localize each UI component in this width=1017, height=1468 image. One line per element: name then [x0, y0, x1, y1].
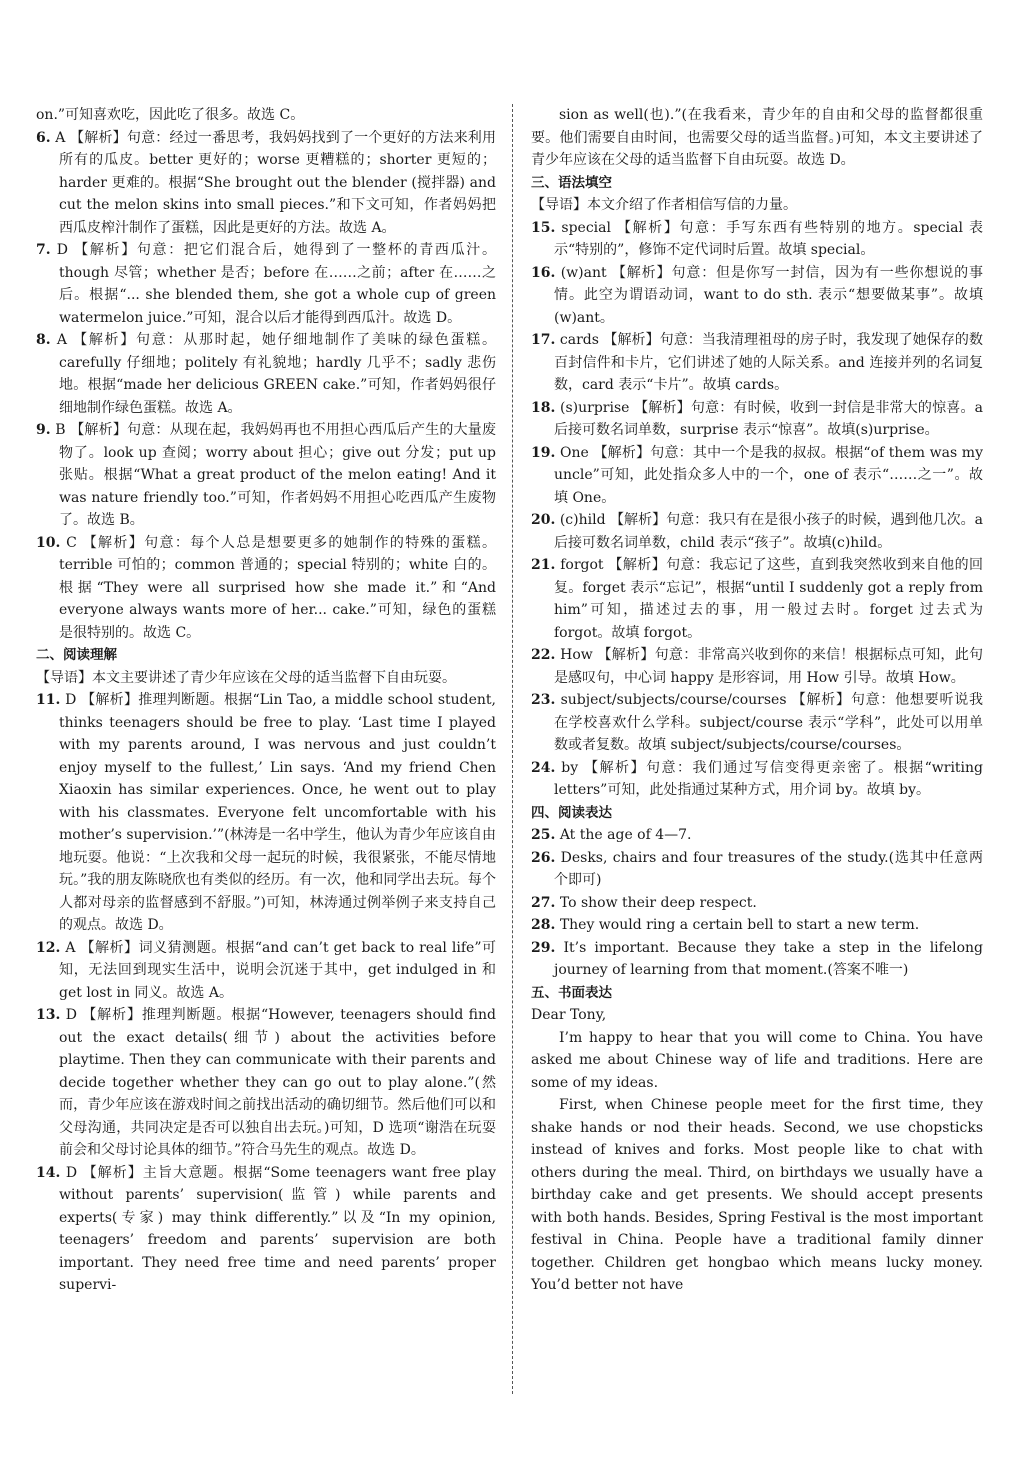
item-number: 8. — [36, 332, 51, 348]
item-number: 6. — [36, 129, 51, 146]
answer-item — [531, 217, 983, 262]
answer-item — [531, 689, 983, 757]
item-text: D 【解析】推理判断题。根据“Lin Tao, a middle school student, thinks teenagers should be free to play. ‘Last time I played with my parents around, I was nervous and just couldn’t enjoy myself to the fullest,’ Lin says. ‘And my friend Chen Xiaoxin has similar experiences. Once, he went out to play with his classmates. Everyone felt uncomfortable with his mother’s supervision.’”(林涛是一名中学生，他认为青少年应该自由地玩耍。他说：“上次我和父母一起玩的时候，我很紧张，不能尽情地玩。”我的朋友陈晓欣也有类似的经历。有一次，他和同学出去玩。每个人都对母亲的监督感到不舒服。”)可知，林涛通过例举例子来支持自己的观点。故选 D。 — [59, 692, 496, 933]
answer-item — [531, 892, 983, 915]
item-text: by 【解析】句意：我们通过写信变得更亲密了。根据“writing letters”可知，此处指通过某种方式，用介词 by。故填 by。 — [554, 759, 984, 798]
item-text: One 【解析】句意：其中一个是我的叔叔。根据“of them was my uncle”可知，此处指众多人中的一个，one of 表示“……之一”。故填 One。 — [554, 444, 983, 506]
paragraph: Dear Tony, — [531, 1007, 607, 1023]
item-number: 27. — [531, 894, 556, 911]
item-number: 16. — [531, 264, 556, 281]
item-text: subject/subjects/course/courses 【解析】句意：他想要听说我在学校喜欢什么学科。subject/course 表示“学科”，此处可以用单数或者复数。故填 subject/subjects/course/courses。 — [554, 692, 983, 753]
answer-item — [531, 442, 983, 510]
item-number: 25. — [531, 827, 556, 843]
item-text: It’s important. Because they take a step in the lifelong journey of learning from that moment.(答案不唯一) — [554, 939, 984, 978]
answer-item — [36, 419, 496, 532]
answer-item — [36, 127, 496, 240]
paragraph: sion as well(也).”(在我看来，青少年的自由和父母的监督都很重要。他们需要自由时间，也需要父母的适当监督。)可知，本文主要讲述了青少年应该在父母的适当监督下自由玩耍。故选 D。 — [531, 107, 983, 168]
item-number: 7. — [36, 242, 51, 258]
answer-item — [531, 914, 983, 937]
answer-item — [36, 329, 496, 419]
answer-item — [531, 644, 983, 689]
answer-item — [36, 937, 496, 1005]
answer-item — [531, 847, 983, 892]
item-text: (c)hild 【解析】句意：我只有在是很小孩子的时候，遇到他几次。a 后接可数名词单数，child 表示“孩子”。故填(c)hild。 — [554, 512, 984, 551]
item-text: To show their deep respect. — [559, 894, 757, 911]
answer-item — [531, 937, 983, 982]
item-number: 19. — [531, 444, 556, 461]
answer-item — [531, 757, 983, 802]
item-number: 15. — [531, 219, 556, 236]
answer-item — [531, 397, 983, 442]
item-text: D 【解析】句意：把它们混合后，她得到了一整杯的青西瓜汁。though 尽管；whether 是否；before 在……之前；after 在……之后。根据“... she blended them, she got a whole cup of green watermelon juice.”可知，混合以后才能得到西瓜汁。故选 D。 — [56, 242, 496, 326]
item-text: B 【解析】句意：从现在起，我妈妈再也不用担心西瓜后产生的大量废物了。look up 查阅；worry about 担心；give out 分发；put up 张贴。根据“What a great product of the melon eating! And it was nature friendly too.”可知，作者妈妈不用担心吃西瓜产生废物了。故选 B。 — [55, 422, 496, 528]
item-text: (s)urprise 【解析】句意：有时候，收到一封信是非常大的惊喜。a 后接可数名词单数，surprise 表示“惊喜”。故填(s)urprise。 — [554, 399, 984, 438]
item-number: 10. — [36, 534, 61, 551]
answer-item — [36, 1004, 496, 1162]
paragraph: 【导语】本文主要讲述了青少年应该在父母的适当监督下自由玩耍。 — [36, 669, 456, 686]
item-number: 29. — [531, 939, 556, 956]
paragraph: on.”可知喜欢吃，因此吃了很多。故选 C。 — [36, 107, 305, 123]
item-number: 28. — [531, 917, 556, 933]
item-number: 18. — [531, 399, 556, 416]
item-number: 20. — [531, 512, 556, 528]
item-text: A 【解析】句意：经过一番思考，我妈妈找到了一个更好的方法来利用所有的瓜皮。better 更好的；worse 更糟糕的；shorter 更短的；harder 更难的。根据“She brought out the blender (搅拌器) and cut the melon skins into small pieces.”和下文可知，作者妈妈把西瓜皮榨汁制作了蛋糕，因此是更好的方法。故选 A。 — [55, 129, 496, 236]
column-divider — [512, 104, 513, 1394]
answer-item — [531, 824, 983, 847]
item-text: A 【解析】词义猜测题。根据“and can’t get back to real life”可知，无法回到现实生活中，说明会沉迷于其中，get indulged in 和 get lost in 同义。故选 A。 — [59, 939, 497, 1001]
item-number: 26. — [531, 849, 556, 866]
item-number: 14. — [36, 1164, 61, 1181]
item-text: D 【解析】推理判断题。根据“However, teenagers should find out the exact details(细节) about the activities before playtime. Then they can communicate with their parents and decide together whether they can go out to play alone.”(然而，青少年应该在游戏时间之前找出活动的确切细节。然后他们可以和父母沟通，共同决定是否可以独自出去玩。)可知，D 选项“谢浩在玩耍前会和父母讨论具体的细节。”符合马先生的观点。故选 D。 — [59, 1007, 497, 1158]
section-heading: 三、语法填空 — [531, 174, 612, 191]
answer-item — [531, 262, 983, 330]
item-number: 24. — [531, 759, 556, 776]
answer-item — [531, 554, 983, 644]
item-text: They would ring a certain bell to start a new term. — [559, 917, 920, 933]
item-number: 13. — [36, 1007, 61, 1023]
answer-item — [36, 532, 496, 645]
answer-item — [531, 509, 983, 554]
item-text: A 【解析】句意：从那时起，她仔细地制作了美味的绿色蛋糕。carefully 仔细地；politely 有礼貌地；hardly 几乎不；sadly 悲伤地。根据“made her delicious GREEN cake.”可知，作者妈妈很仔细地制作绿色蛋糕。故选 A。 — [56, 332, 497, 416]
answer-item — [36, 689, 496, 937]
section-heading: 四、阅读表达 — [531, 804, 612, 821]
answer-item — [531, 329, 983, 397]
item-text: Desks, chairs and four treasures of the study.(选其中任意两个即可) — [554, 849, 983, 888]
right-column — [531, 104, 983, 1297]
section-heading: 五、书面表达 — [531, 984, 612, 1001]
item-text: How 【解析】句意：非常高兴收到你的来信！根据标点可知，此句是感叹句，中心词 happy 是形容词，用 How 引导。故填 How。 — [554, 647, 983, 686]
item-text: forgot 【解析】句意：我忘记了这些，直到我突然收到来自他的回复。forget 表示“忘记”，根据“until I suddenly got a reply from him”可知，描述过去的事，用一般过去时。forget 过去式为 forgot。故填 forgot。 — [554, 557, 983, 641]
paragraph: I’m happy to hear that you will come to China. You have asked me about Chinese way of life and traditions. Here are some of my ideas. — [531, 1029, 983, 1091]
item-number: 9. — [36, 422, 51, 438]
item-text: D 【解析】主旨大意题。根据“Some teenagers want free play without parents’ supervision(监管) while parents and experts(专家) may think differently.”以及“In my opinion, teenagers’ freedom and parents’ supervision are both important. They need free time and need parents’ proper supervi- — [59, 1164, 496, 1293]
answer-item — [36, 239, 496, 329]
paragraph: 【导语】本文介绍了作者相信写信的力量。 — [531, 197, 797, 213]
item-text: At the age of 4—7. — [559, 827, 692, 843]
item-text: cards 【解析】句意：当我清理祖母的房子时，我发现了她保存的数百封信件和卡片，它们讲述了她的人际关系。and 连接并列的名词复数，card 表示“卡片”。故填 cards。 — [554, 332, 983, 393]
item-text: special 【解析】句意：手写东西有些特别的地方。special 表示“特别的”，修饰不定代词时后置。故填 special。 — [554, 219, 983, 258]
left-column — [36, 104, 496, 1297]
item-number: 11. — [36, 692, 61, 708]
answer-item — [36, 1162, 496, 1297]
item-text: (w)ant 【解析】句意：但是你写一封信，因为有一些你想说的事情。此空为谓语动词，want to do sth. 表示“想要做某事”。故填(w)ant。 — [554, 264, 983, 326]
section-heading: 二、阅读理解 — [36, 647, 117, 663]
item-number: 22. — [531, 647, 556, 663]
item-number: 23. — [531, 692, 556, 708]
item-number: 17. — [531, 332, 556, 348]
paragraph: First, when Chinese people meet for the first time, they shake hands or nod their heads. Second, we use chopsticks instead of knives and forks. Most people like to chat with others during the meal. Third, on birthdays we usually have a birthday cake and get presents. We should accept presents with both hands. Besides, Spring Festival is the most important festival in China. People have a traditional family dinner together. Children get hongbao which means lucky money. You’d better not have — [531, 1097, 983, 1293]
item-text: C 【解析】句意：每个人总是想要更多的她制作的特殊的蛋糕。terrible 可怕的；common 普通的；special 特别的；white 白的。根据“They were all surprised how she made it.”和“And everyone always wants more of her... cake.”可知，绿色的蛋糕是很特别的。故选 C。 — [59, 534, 496, 641]
item-number: 21. — [531, 557, 556, 573]
item-number: 12. — [36, 939, 61, 956]
